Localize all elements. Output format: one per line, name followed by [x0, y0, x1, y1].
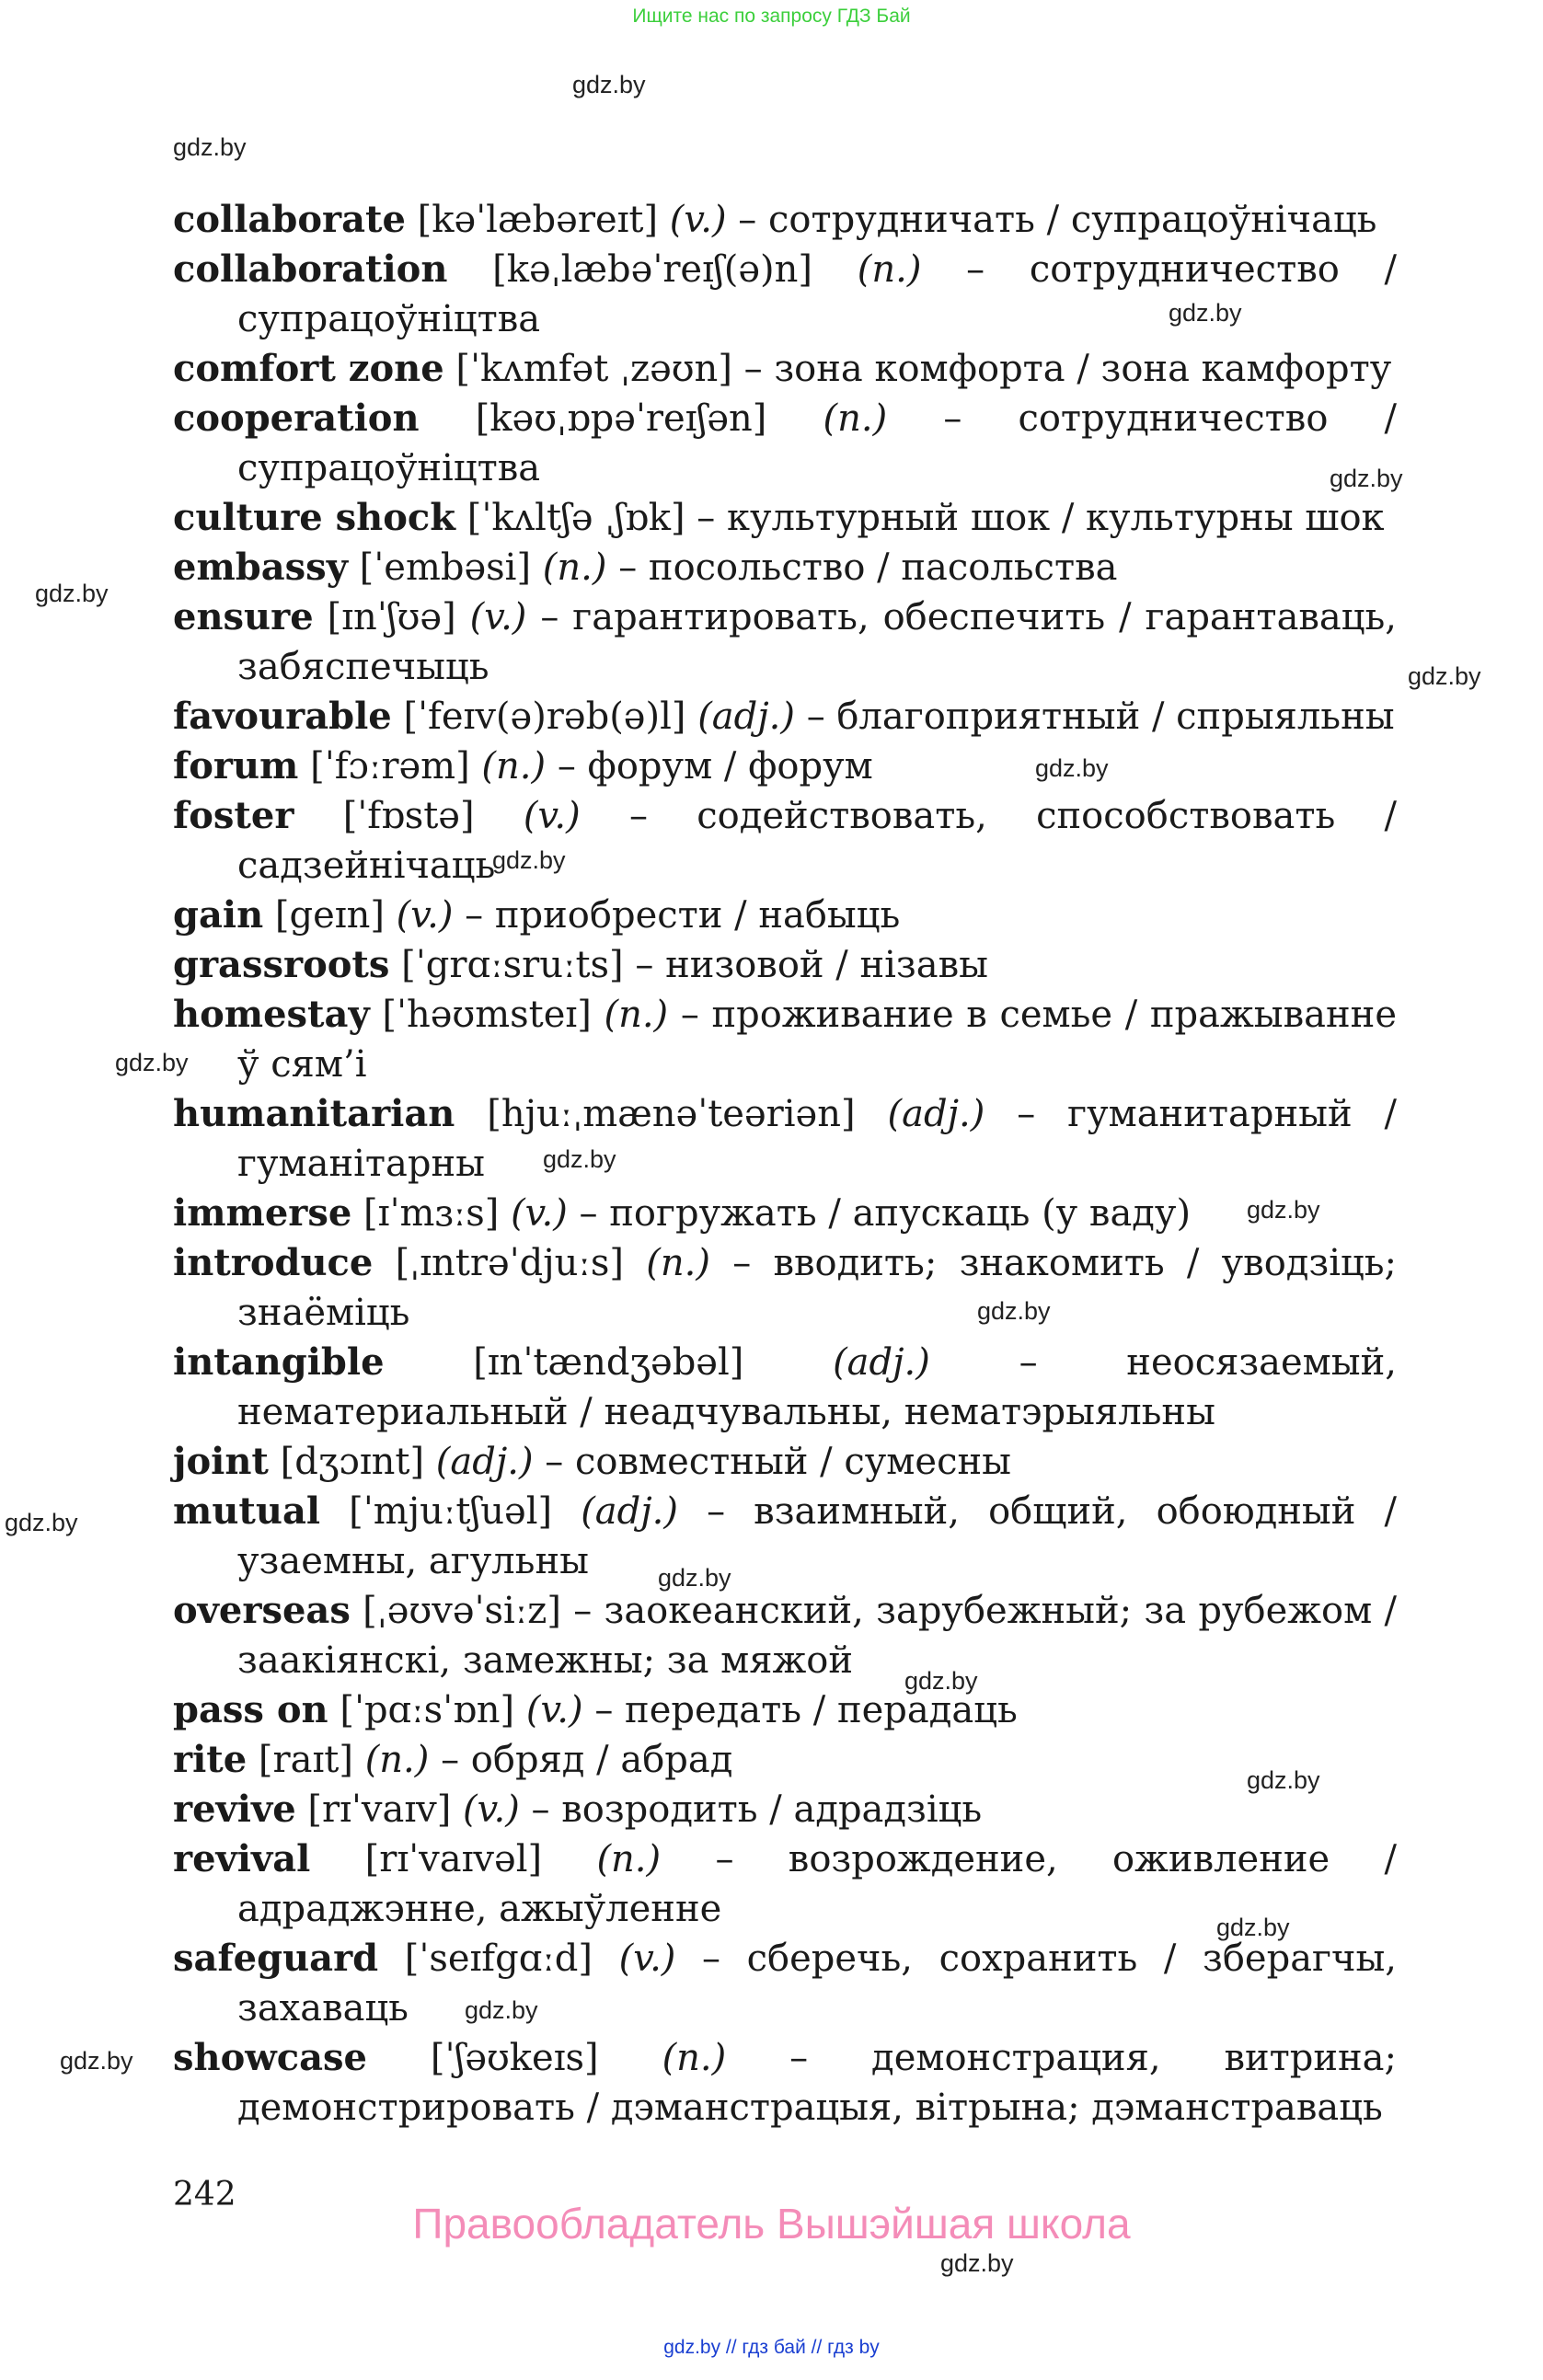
entry-part-of-speech: (v.)	[396, 894, 454, 937]
watermark: gdz.by	[1247, 1196, 1320, 1224]
entry-definition: – форум / форум	[546, 745, 873, 788]
glossary-entry	[173, 990, 1397, 1089]
entry-definition: – обряд / абрад	[429, 1739, 733, 1781]
watermark: gdz.by	[173, 133, 247, 161]
entry-part-of-speech: (n.)	[646, 1242, 710, 1284]
glossary-entry	[173, 543, 1397, 592]
glossary-entry	[173, 394, 1397, 493]
entry-pronunciation: [raɪt]	[247, 1739, 365, 1781]
entry-definition: – сотрудничать / супрацоўнічаць	[726, 199, 1377, 241]
watermark: gdz.by	[492, 846, 566, 874]
watermark: gdz.by	[904, 1667, 978, 1695]
entry-definition: – неосязаемый, нематериальный / неадчувальны, нематэрыяльны	[237, 1341, 1397, 1433]
glossary-entry	[173, 1437, 1397, 1487]
entry-part-of-speech: (n.)	[857, 248, 922, 291]
entry-word: cooperation	[173, 397, 420, 440]
glossary-entry	[173, 692, 1397, 742]
entry-definition: – взаимный, общий, обоюдный / узаемны, агульны	[237, 1490, 1397, 1582]
entry-part-of-speech: (adj.)	[887, 1093, 985, 1135]
watermark: gdz.by	[543, 1145, 616, 1173]
entry-definition: – возродить / адрадзіць	[519, 1788, 983, 1831]
entry-pronunciation: [kəˌlæbəˈreɪʃ(ə)n]	[447, 248, 858, 291]
entry-definition: – погружать / апускаць (у ваду)	[567, 1192, 1192, 1235]
entry-pronunciation: [ˈfeɪv(ə)rəb(ə)l]	[391, 696, 698, 738]
entry-pronunciation: [ˈʃəʊkeɪs]	[366, 2037, 662, 2079]
entry-pronunciation: [ˈkʌmfət ˌzəʊn]	[443, 348, 744, 390]
entry-word: foster	[173, 794, 294, 837]
entry-part-of-speech: (n.)	[662, 2037, 727, 2079]
entry-part-of-speech: (n.)	[596, 1838, 662, 1880]
glossary-entry	[173, 1934, 1397, 2033]
entry-pronunciation: [ˈgrɑːsruːts]	[389, 944, 636, 986]
entry-pronunciation: [ˈembəsi]	[347, 546, 543, 589]
entry-part-of-speech: (v.)	[463, 1788, 520, 1831]
entry-definition: – сотрудничество / супрацоўніцтва	[237, 397, 1397, 489]
entry-part-of-speech: (n.)	[364, 1739, 430, 1781]
entry-pronunciation: [ˈhəʊmsteɪ]	[369, 994, 605, 1036]
entry-pronunciation: [ˈpɑːsˈɒn]	[328, 1689, 526, 1731]
entry-pronunciation: [rɪˈvaɪvəl]	[310, 1838, 597, 1880]
watermark: gdz.by	[1035, 754, 1109, 782]
entry-word: grassroots	[173, 943, 390, 986]
entry-word: forum	[173, 744, 299, 788]
entry-word: revival	[173, 1837, 311, 1880]
glossary-entry	[173, 1785, 1397, 1834]
entry-word: showcase	[173, 2036, 367, 2079]
entry-part-of-speech: (n.)	[542, 546, 607, 589]
entry-word: mutual	[173, 1489, 321, 1533]
entry-part-of-speech: (n.)	[481, 745, 547, 788]
entry-word: favourable	[173, 695, 392, 738]
watermark: gdz.by	[940, 2249, 1014, 2277]
watermark: gdz.by	[115, 1049, 189, 1076]
entry-definition: – сотрудничество / супрацоўніцтва	[237, 248, 1397, 340]
watermark: gdz.by	[977, 1297, 1051, 1325]
entry-word: homestay	[173, 993, 370, 1036]
glossary-entry	[173, 742, 1397, 791]
entry-definition: – зона комфорта / зона камфорту	[743, 348, 1392, 390]
watermark: gdz.by	[1169, 299, 1242, 327]
entry-word: comfort zone	[173, 347, 444, 390]
glossary-entry	[173, 1238, 1397, 1338]
watermark: gdz.by	[35, 580, 109, 607]
watermark: gdz.by	[658, 1564, 731, 1592]
glossary-entry	[173, 344, 1397, 394]
top-banner-link[interactable]: Ищите нас по запросу ГДЗ Бай	[632, 6, 911, 27]
entry-part-of-speech: (n.)	[823, 397, 888, 440]
glossary-entry	[173, 1089, 1397, 1189]
entry-part-of-speech: (v.)	[618, 1937, 676, 1980]
glossary-entry	[173, 1487, 1397, 1586]
glossary-entry	[173, 592, 1397, 692]
entry-word: joint	[173, 1440, 269, 1483]
entry-definition: – заокеанский, зарубежный; за рубежом / заакіянскі, замежны; за мяжой	[237, 1590, 1397, 1682]
entry-pronunciation: [ˈmjuːtʃuəl]	[320, 1490, 582, 1533]
entry-definition: – демонстрация, витрина; демонстрировать / дэманстрацыя, вітрына; дэманстраваць	[237, 2037, 1397, 2129]
entry-definition: – приобрести / набыць	[453, 894, 901, 937]
entry-pronunciation: [ɪˈmɜːs]	[351, 1192, 512, 1235]
entry-part-of-speech: (v.)	[669, 199, 727, 241]
entry-part-of-speech: (adj.)	[581, 1490, 678, 1533]
entry-word: collaborate	[173, 198, 406, 241]
entry-pronunciation: [ˈseɪfgɑːd]	[378, 1937, 619, 1980]
glossary-entry	[173, 493, 1397, 543]
watermark: gdz.by	[465, 1996, 538, 2024]
copyright-notice: Правообладатель Вышэйшая школа	[412, 2200, 1131, 2248]
entry-pronunciation: [ˈfɒstə]	[294, 795, 524, 837]
watermark: gdz.by	[1247, 1766, 1320, 1794]
glossary-entry	[173, 940, 1397, 990]
glossary-entry	[173, 1338, 1397, 1437]
glossary-entry	[173, 2033, 1397, 2133]
entry-part-of-speech: (v.)	[523, 795, 581, 837]
entry-pronunciation: [dʒɔɪnt]	[268, 1441, 436, 1483]
glossary-entry	[173, 1834, 1397, 1934]
entry-definition: – содействовать, способствовать / садзейнічаць	[237, 795, 1397, 887]
entry-definition: – гуманитарный / гуманітарны	[237, 1093, 1398, 1185]
entry-pronunciation: [ˌɪntrəˈdjuːs]	[373, 1242, 647, 1284]
entry-pronunciation: [hjuːˌmænəˈteəriən]	[455, 1093, 888, 1135]
entry-part-of-speech: (v.)	[511, 1192, 568, 1235]
entry-definition: – культурный шок / культурны шок	[697, 497, 1385, 539]
watermark: gdz.by	[5, 1509, 78, 1536]
entry-part-of-speech: (v.)	[525, 1689, 583, 1731]
glossary-entry	[173, 1586, 1397, 1685]
entry-word: embassy	[173, 546, 348, 589]
glossary-entry	[173, 791, 1397, 891]
glossary-entry	[173, 1189, 1397, 1238]
entry-pronunciation: [kəˈlæbəreɪt]	[405, 199, 670, 241]
entry-pronunciation: [ɪnˈʃʊə]	[313, 596, 470, 638]
entry-definition: – передать / перадаць	[582, 1689, 1018, 1731]
entry-word: gain	[173, 893, 264, 937]
entry-pronunciation: [ˌəʊvəˈsiːz]	[350, 1590, 574, 1632]
glossary-list	[173, 195, 1397, 2133]
entry-pronunciation: [ɪnˈtændʒəbəl]	[384, 1341, 834, 1384]
glossary-entry	[173, 245, 1397, 344]
entry-definition: – проживание в семье / пражыванне ў сям’і	[237, 994, 1397, 1086]
entry-word: culture shock	[173, 496, 455, 539]
entry-word: immerse	[173, 1191, 352, 1235]
entry-pronunciation: [ˈfɔːrəm]	[298, 745, 482, 788]
entry-word: ensure	[173, 595, 314, 638]
entry-definition: – гарантировать, обеспечить / гарантаваць, забяспечыць	[237, 596, 1397, 688]
entry-definition: – совместный / сумесны	[533, 1441, 1011, 1483]
entry-word: pass on	[173, 1688, 328, 1731]
entry-definition: – низовой / нізавы	[635, 944, 988, 986]
entry-part-of-speech: (n.)	[604, 994, 669, 1036]
watermark: gdz.by	[1216, 1914, 1290, 1941]
entry-pronunciation: [ˈkʌltʃə ˌʃɒk]	[455, 497, 697, 539]
entry-definition: – посольство / пасольства	[606, 546, 1118, 589]
watermark: gdz.by	[1408, 662, 1481, 690]
glossary-entry	[173, 891, 1397, 940]
entry-word: overseas	[173, 1589, 351, 1632]
entry-word: collaboration	[173, 247, 448, 291]
entry-part-of-speech: (adj.)	[697, 696, 795, 738]
glossary-entry	[173, 1685, 1397, 1735]
entry-definition: – возрождение, оживление / адраджэнне, ажыўленне	[237, 1838, 1397, 1930]
glossary-entry	[173, 1735, 1397, 1785]
entry-word: rite	[173, 1738, 248, 1781]
entry-definition: – благоприятный / спрыяльны	[794, 696, 1395, 738]
entry-definition: – вводить; знакомить / уводзіць; знаёміць	[237, 1242, 1397, 1334]
glossary-entry	[173, 195, 1397, 245]
entry-pronunciation: [kəʊˌɒpəˈreɪʃən]	[419, 397, 823, 440]
page-number: 242	[173, 2176, 236, 2213]
entry-word: safeguard	[173, 1937, 379, 1980]
entry-word: humanitarian	[173, 1092, 455, 1135]
watermark: gdz.by	[572, 71, 646, 98]
entry-word: introduce	[173, 1241, 374, 1284]
entry-word: revive	[173, 1788, 296, 1831]
watermark: gdz.by	[1330, 465, 1403, 492]
entry-part-of-speech: (adj.)	[435, 1441, 534, 1483]
footer-links[interactable]: gdz.by // гдз бай // гдз by	[663, 2337, 880, 2358]
entry-definition: – сберечь, сохранить / зберагчы, захаваць	[237, 1937, 1397, 2029]
entry-part-of-speech: (adj.)	[833, 1341, 930, 1384]
entry-word: intangible	[173, 1340, 385, 1384]
entry-part-of-speech: (v.)	[469, 596, 527, 638]
watermark: gdz.by	[60, 2047, 133, 2075]
entry-pronunciation: [rɪˈvaɪv]	[295, 1788, 464, 1831]
entry-pronunciation: [geɪn]	[263, 894, 397, 937]
